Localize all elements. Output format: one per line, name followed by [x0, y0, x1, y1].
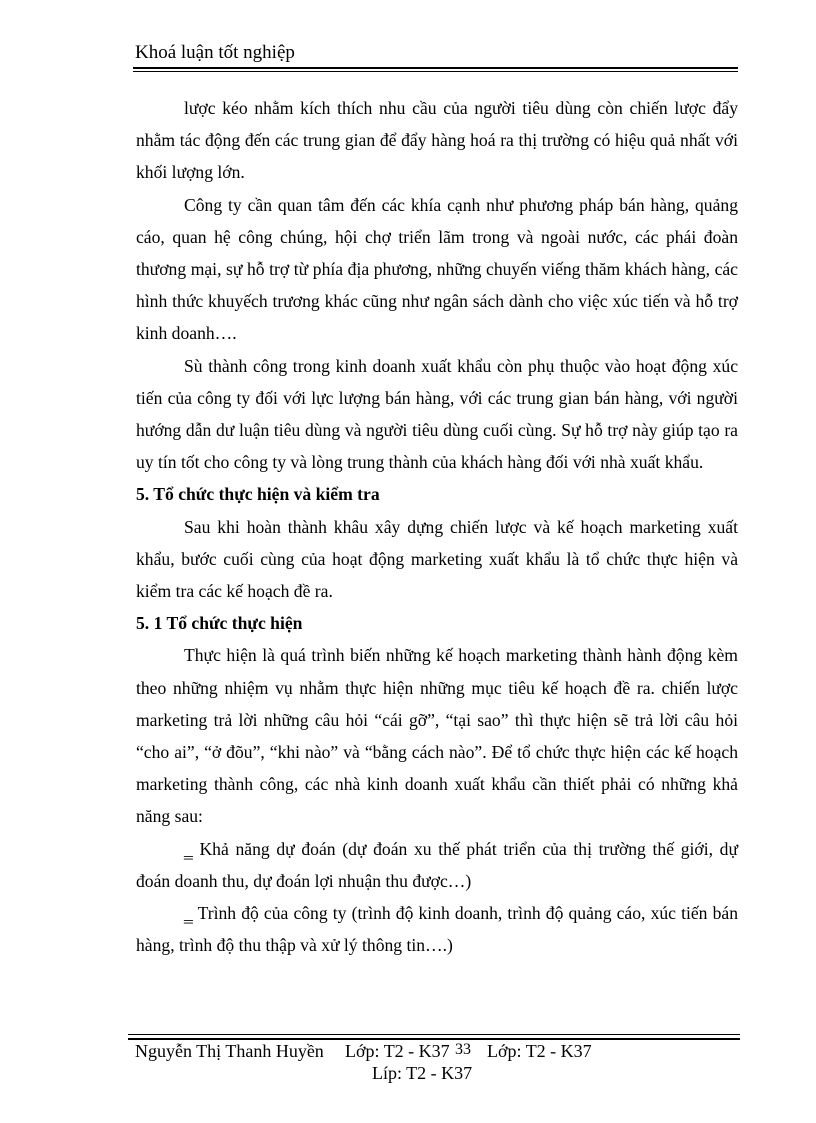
paragraph-1: lược kéo nhằm kích thích nhu cầu của người tiêu dùng còn chiến lược đẩy nhằm tác động đến các trung gian để đẩy hàng hoá ra thị trường có hiệu quả nhất với khối lượng lớn.	[136, 98, 738, 183]
footer-rule-thin	[128, 1034, 740, 1035]
header-title: Khoá luận tốt nghiệp	[135, 42, 295, 63]
paragraph-3: Sù thành công trong kinh doanh xuất khẩu còn phụ thuộc vào hoạt động xúc tiến của công ty đối với lực lượng bán hàng, với các trung gian bán hàng, với người hướng dẫn dư luận tiêu dùng và người tiêu dùng cuối cùng. Sự hỗ trợ này giúp tạo ra uy tín tốt cho công ty và lòng trung thành của khách hàng đối với nhà xuất khẩu.	[136, 355, 738, 473]
header-rule-thin	[133, 71, 738, 72]
subsection-heading-5-1: 5. 1 Tổ chức thực hiện	[136, 613, 303, 634]
header-rule-thick	[133, 67, 738, 69]
footer-class-label-repeat: Lớp: T2 - K37	[487, 1041, 592, 1061]
footer-class-label: Lớp: T2 - K37	[345, 1041, 450, 1061]
paragraph-5: Thực hiện là quá trình biến những kế hoạch marketing thành hành động kèm theo những nhiệm vụ nhằm thực hiện những mục tiêu kế hoạch đề ra. chiến lược marketing trả lời những câu hỏi “cái gỡ”, “tại sao” thì thực hiện sẽ trả lời câu hỏi “cho ai”, “ở đõu”, “khi nào” và “bằng cách nào”. Để tổ chức thực hiện các kế hoạch marketing thành công, các nhà kinh doanh xuất khẩu cần thiết phải có những khả năng sau:	[136, 645, 738, 827]
paragraph-2: Công ty cần quan tâm đến các khía cạnh như phương pháp bán hàng, quảng cáo, quan hệ công chúng, hội chợ triển lãm trong và ngoài nước, các phái đoàn thương mại, sự hỗ trợ từ phía địa phương, những chuyến viếng thăm khách hàng, các hình thức khuyếch trương khác cũng như ngân sách dành cho việc xúc tiến và hỗ trợ kinh doanh….	[136, 194, 738, 344]
list-item-company-level: ‗ Trình độ của công ty (trình độ kinh doanh, trình độ quảng cáo, xúc tiến bán hàng, trình độ thu thập và xử lý thông tin….)	[136, 903, 738, 956]
list-item-forecasting: ‗ Khả năng dự đoán (dự đoán xu thế phát triển của thị trường thế giới, dự đoán doanh thu, dự đoán lợi nhuận thu được…)	[136, 838, 738, 891]
footer-author: Nguyễn Thị Thanh Huyền	[135, 1041, 324, 1061]
paragraph-4: Sau khi hoàn thành khâu xây dựng chiến lược và kế hoạch marketing xuất khẩu, bước cuối cùng của hoạt động marketing xuất khẩu là tổ chức thực hiện và kiểm tra các kế hoạch đề ra.	[136, 516, 738, 602]
section-heading-5: 5. Tổ chức thực hiện và kiểm tra	[136, 484, 380, 505]
document-body	[136, 92, 738, 961]
footer-rule-thick	[128, 1038, 740, 1040]
footer-class-label-second-line: Líp: T2 - K37	[372, 1063, 473, 1083]
footer-page-number: 33	[455, 1041, 471, 1058]
